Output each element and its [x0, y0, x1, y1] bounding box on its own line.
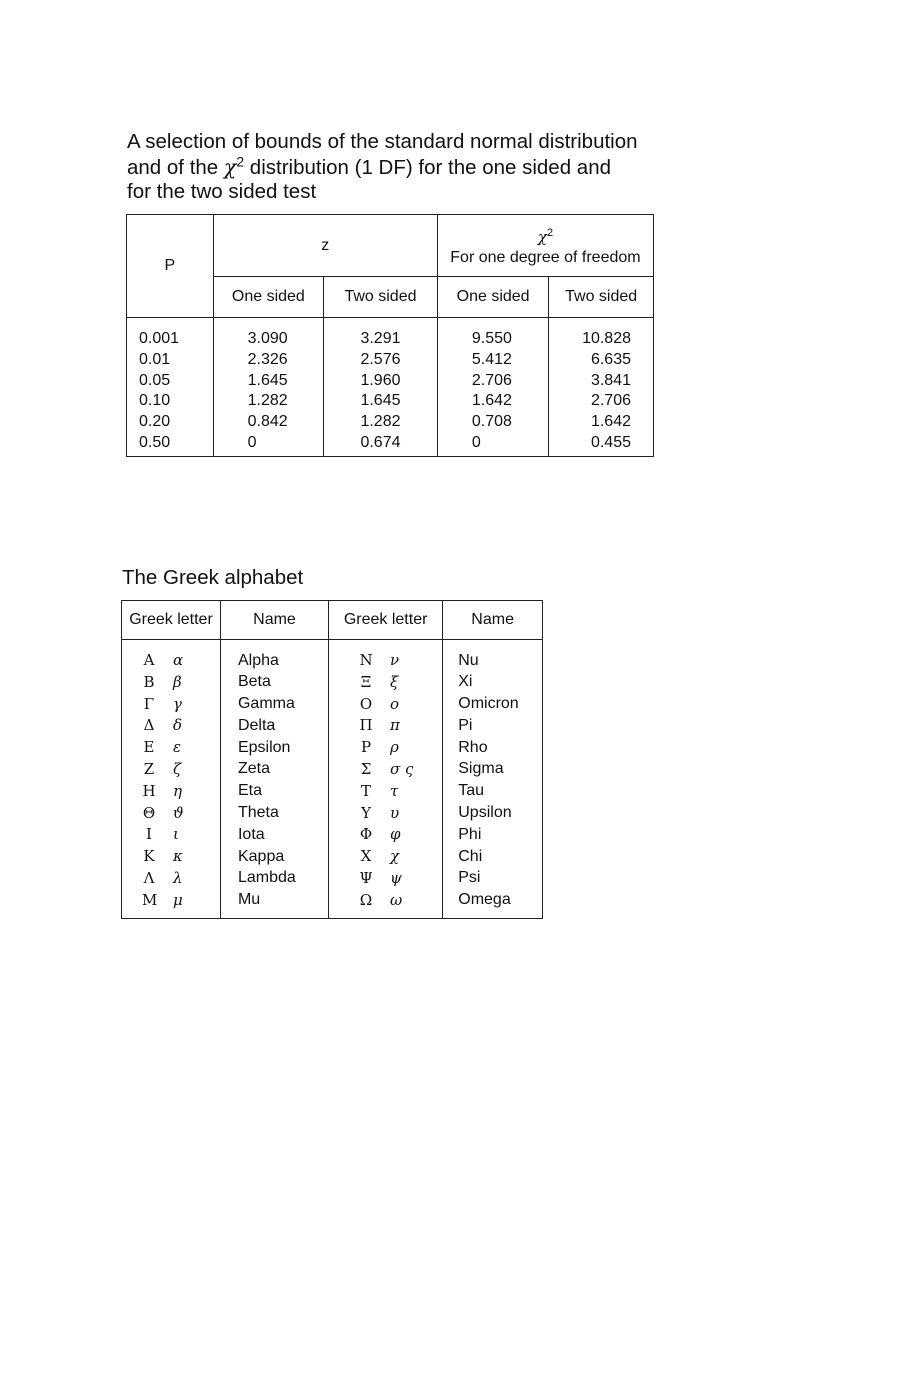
cell-greek-letter-2	[329, 672, 443, 694]
cell-chi-one-sided: 1.642	[437, 391, 548, 412]
greek-uppercase: Δ	[143, 716, 155, 735]
greek-lowercase: ι	[173, 825, 179, 844]
cell-chi-one-sided: 9.550	[437, 318, 548, 350]
table-row	[122, 868, 543, 890]
cell-greek-letter-1	[122, 890, 221, 918]
cell-p: 0.01	[127, 350, 214, 371]
cell-greek-letter-2	[329, 694, 443, 716]
table-row	[122, 824, 543, 846]
cell-greek-letter-2	[329, 737, 443, 759]
cell-z-two-sided: 2.576	[324, 350, 438, 371]
cell-greek-letter-2	[329, 781, 443, 803]
cell-name-1: Gamma	[220, 694, 328, 716]
table-row	[122, 803, 543, 825]
header-z-label: z	[321, 236, 330, 254]
cell-p: 0.05	[127, 371, 214, 392]
cell-name-2: Psi	[443, 868, 543, 890]
cell-chi-two-sided: 3.841	[549, 371, 654, 392]
greek-lowercase: o	[390, 694, 400, 713]
header-name-1: Name	[220, 601, 328, 640]
cell-p: 0.001	[127, 318, 214, 350]
cell-greek-letter-2	[329, 640, 443, 672]
greek-uppercase: I	[146, 825, 152, 844]
greek-lowercase: τ	[390, 781, 399, 800]
greek-uppercase: B	[143, 672, 155, 691]
cell-name-2: Rho	[443, 737, 543, 759]
cell-chi-two-sided: 6.635	[549, 350, 654, 371]
greek-uppercase: P	[360, 738, 372, 757]
greek-lowercase: ν	[390, 651, 400, 669]
greek-alphabet-body	[122, 640, 543, 919]
header-chi-one-sided: One sided	[437, 277, 548, 318]
header-greek-letter-2: Greek letter	[329, 601, 443, 640]
cell-greek-letter-1	[122, 737, 221, 759]
cell-name-2: Xi	[443, 672, 543, 694]
cell-name-2: Pi	[443, 715, 543, 737]
greek-lowercase: κ	[173, 847, 183, 866]
greek-uppercase: Φ	[359, 825, 373, 844]
cell-greek-letter-1	[122, 803, 221, 825]
greek-uppercase: M	[142, 890, 158, 909]
cell-name-2: Nu	[443, 640, 543, 672]
cell-p: 0.20	[127, 412, 214, 433]
cell-name-1: Delta	[220, 715, 328, 737]
greek-lowercase: ϑ	[173, 803, 184, 822]
caption-line-1: A selection of bounds of the standard normal distribution	[127, 130, 638, 153]
cell-greek-letter-1	[122, 846, 221, 868]
cell-greek-letter-1	[122, 759, 221, 781]
cell-name-2: Omicron	[443, 694, 543, 716]
table-row	[127, 318, 654, 350]
cell-z-two-sided: 1.645	[324, 391, 438, 412]
cell-z-one-sided: 0	[213, 433, 323, 456]
greek-lowercase: φ	[390, 825, 401, 844]
cell-chi-two-sided: 10.828	[549, 318, 654, 350]
cell-z-one-sided: 3.090	[213, 318, 323, 350]
cell-p: 0.50	[127, 433, 214, 456]
cell-z-one-sided: 1.645	[213, 371, 323, 392]
cell-name-2: Phi	[443, 824, 543, 846]
cell-greek-letter-2	[329, 803, 443, 825]
greek-uppercase: Θ	[142, 803, 156, 822]
table-row	[122, 890, 543, 918]
cell-z-two-sided: 1.960	[324, 371, 438, 392]
cell-chi-one-sided: 0	[437, 433, 548, 456]
cell-name-2: Omega	[443, 890, 543, 918]
table-row	[122, 781, 543, 803]
table-row	[127, 412, 654, 433]
cell-z-two-sided: 1.282	[324, 412, 438, 433]
greek-uppercase: A	[143, 651, 155, 669]
cell-name-1: Iota	[220, 824, 328, 846]
table-row	[122, 694, 543, 716]
cell-greek-letter-2	[329, 715, 443, 737]
greek-uppercase: Σ	[360, 759, 372, 778]
greek-uppercase: O	[359, 694, 373, 713]
cell-name-1: Alpha	[220, 640, 328, 672]
table-row	[122, 672, 543, 694]
greek-alphabet-table	[121, 600, 543, 919]
greek-lowercase: γ	[173, 694, 182, 713]
cell-greek-letter-1	[122, 781, 221, 803]
cell-chi-two-sided: 0.455	[549, 433, 654, 456]
cell-greek-letter-2	[329, 868, 443, 890]
cell-chi-one-sided: 2.706	[437, 371, 548, 392]
cell-z-one-sided: 2.326	[213, 350, 323, 371]
greek-lowercase: δ	[173, 716, 183, 735]
bounds-caption	[127, 130, 667, 205]
table-row	[127, 391, 654, 412]
greek-lowercase: π	[390, 716, 400, 735]
header-z	[213, 215, 437, 277]
table-row	[122, 846, 543, 868]
cell-greek-letter-2	[329, 759, 443, 781]
greek-lowercase: μ	[173, 890, 183, 909]
cell-name-2: Upsilon	[443, 803, 543, 825]
cell-name-1: Lambda	[220, 868, 328, 890]
table-row	[122, 737, 543, 759]
greek-uppercase: Ξ	[360, 672, 372, 691]
cell-name-2: Chi	[443, 846, 543, 868]
cell-z-one-sided: 0.842	[213, 412, 323, 433]
header-chi-label: For one degree of freedom	[450, 249, 641, 266]
cell-greek-letter-2	[329, 890, 443, 918]
caption-chi-symbol: χ	[223, 154, 237, 179]
table-row	[122, 759, 543, 781]
cell-name-1: Epsilon	[220, 737, 328, 759]
header-greek-letter-1: Greek letter	[122, 601, 221, 640]
table-row	[127, 371, 654, 392]
greek-uppercase: E	[143, 738, 155, 757]
table-row	[122, 640, 543, 672]
cell-greek-letter-1	[122, 694, 221, 716]
cell-greek-letter-1	[122, 824, 221, 846]
cell-greek-letter-2	[329, 824, 443, 846]
greek-uppercase: Λ	[143, 868, 155, 887]
cell-name-1: Theta	[220, 803, 328, 825]
greek-lowercase: ξ	[390, 672, 399, 691]
cell-greek-letter-1	[122, 715, 221, 737]
header-chi-symbol: χ	[537, 228, 547, 246]
greek-lowercase: η	[173, 781, 182, 800]
cell-name-1: Mu	[220, 890, 328, 918]
greek-uppercase: Z	[143, 759, 155, 778]
greek-lowercase: ρ	[390, 738, 399, 757]
greek-lowercase: σ ς	[390, 759, 414, 778]
caption-chi-superscript: 2	[236, 152, 245, 169]
table-row	[122, 715, 543, 737]
cell-greek-letter-1	[122, 868, 221, 890]
greek-lowercase: ψ	[390, 868, 402, 887]
cell-p: 0.10	[127, 391, 214, 412]
header-z-two-sided: Two sided	[324, 277, 438, 318]
header-z-one-sided: One sided	[213, 277, 323, 318]
header-chi-superscript: 2	[546, 227, 554, 240]
greek-uppercase: Ω	[359, 890, 373, 909]
greek-uppercase: X	[360, 847, 372, 866]
table-row	[127, 433, 654, 456]
caption-line-2-post: distribution (1 DF) for the one sided and	[244, 155, 612, 179]
header-chi	[437, 215, 653, 277]
greek-lowercase: ε	[173, 738, 182, 757]
cell-z-one-sided: 1.282	[213, 391, 323, 412]
greek-lowercase: α	[173, 651, 184, 669]
greek-lowercase: υ	[390, 803, 400, 822]
greek-uppercase: Y	[361, 803, 371, 822]
cell-z-two-sided: 0.674	[324, 433, 438, 456]
greek-lowercase: ω	[390, 890, 403, 909]
greek-uppercase: T	[361, 781, 372, 800]
cell-chi-one-sided: 5.412	[437, 350, 548, 371]
caption-line-3: for the two sided test	[127, 180, 317, 203]
header-name-2: Name	[443, 601, 543, 640]
cell-chi-one-sided: 0.708	[437, 412, 548, 433]
greek-uppercase: H	[142, 781, 156, 800]
cell-name-1: Beta	[220, 672, 328, 694]
greek-uppercase: Π	[359, 716, 373, 735]
cell-name-1: Zeta	[220, 759, 328, 781]
cell-name-1: Kappa	[220, 846, 328, 868]
cell-greek-letter-2	[329, 846, 443, 868]
greek-lowercase: χ	[390, 847, 400, 866]
cell-greek-letter-1	[122, 640, 221, 672]
cell-greek-letter-1	[122, 672, 221, 694]
table-row	[127, 350, 654, 371]
greek-uppercase: Ψ	[359, 868, 373, 887]
header-chi-two-sided: Two sided	[549, 277, 654, 318]
cell-name-1: Eta	[220, 781, 328, 803]
cell-name-2: Sigma	[443, 759, 543, 781]
cell-chi-two-sided: 2.706	[549, 391, 654, 412]
cell-name-2: Tau	[443, 781, 543, 803]
greek-lowercase: ζ	[173, 759, 182, 778]
greek-lowercase: λ	[173, 868, 183, 887]
cell-z-two-sided: 3.291	[324, 318, 438, 350]
greek-uppercase: K	[143, 847, 155, 866]
greek-alphabet-title: The Greek alphabet	[122, 566, 304, 589]
greek-lowercase: β	[173, 672, 182, 691]
header-p: P	[127, 215, 214, 318]
caption-line-2-pre: and of the	[127, 155, 224, 179]
cell-chi-two-sided: 1.642	[549, 412, 654, 433]
bounds-table	[126, 214, 654, 457]
greek-uppercase: Γ	[143, 694, 155, 713]
greek-uppercase: N	[359, 651, 373, 669]
